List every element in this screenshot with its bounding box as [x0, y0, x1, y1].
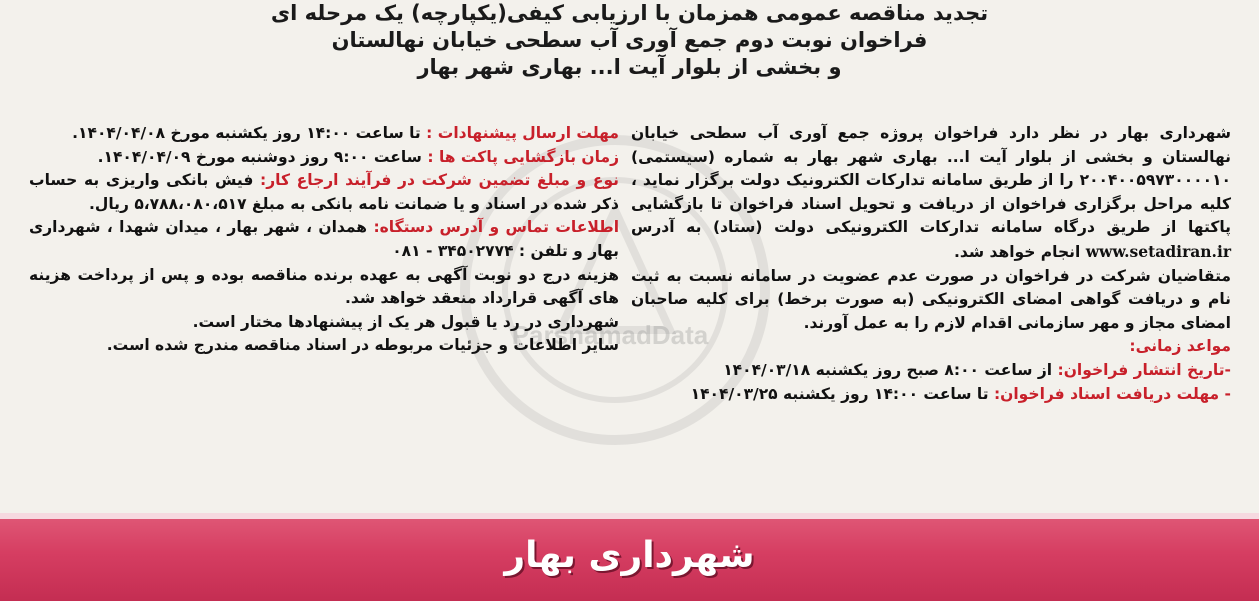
publish-date-value: از ساعت ۸:۰۰ صبح روز یکشنبه ۱۴۰۴/۰۳/۱۸: [723, 360, 1053, 379]
contact-value: همدان ، شهر بهار ، میدان شهدا ، شهرداری بهار و تلفن : ۳۴۵۰۲۷۷۴ - ۰۸۱: [29, 218, 619, 260]
contact-row: [29, 216, 619, 263]
title-line-1: تجدید مناقصه عمومی همزمان با ارزیابی کیفی(یکپارچه) یک مرحله ای: [270, 1, 989, 25]
right-column: [631, 122, 1231, 406]
intro-end: انجام خواهد شد.: [954, 242, 1081, 261]
notice-title: [0, 0, 1259, 104]
intro-paragraph: [631, 122, 1231, 265]
receive-deadline-label: - مهلت دریافت اسناد فراخوان:: [993, 384, 1231, 403]
receive-deadline-value: تا ساعت ۱۴:۰۰ روز یکشنبه ۱۴۰۴/۰۳/۲۵: [690, 384, 989, 403]
footer-stripe: [0, 513, 1259, 519]
publish-date-label: -تاریخ انتشار فراخوان:: [1057, 360, 1231, 379]
submission-deadline-value: تا ساعت ۱۴:۰۰ روز یکشنبه مورخ ۱۴۰۴/۰۴/۰۸.: [72, 124, 421, 142]
guarantee-row: [29, 169, 619, 216]
contact-label: اطلاعات تماس و آدرس دستگاه:: [373, 218, 620, 237]
opening-time-label: زمان بازگشایی پاکت ها :: [427, 147, 619, 166]
footer-municipality-name: شهرداری بهار: [504, 535, 755, 576]
opening-time-value: ساعت ۹:۰۰ روز دوشنبه مورخ ۱۴۰۴/۰۴/۰۹.: [97, 147, 422, 166]
receive-deadline-row: [631, 383, 1231, 407]
registration-paragraph: متقاضیان شرکت در فراخوان در صورت عدم عضویت در سامانه نسبت به ثبت نام و دریافت گواهی امضای الکترونیکی (به صورت برخط) برای کلیه صاحبان امضای مجاز و مهر سازمانی اقدام لازم را به عمل آورند.: [631, 266, 1231, 332]
ad-cost-note: هزینه درج دو نوبت آگهی به عهده برنده مناقصه بوده و پس از پرداخت هزینه های آگهی قرارداد منعقد خواهد شد.: [29, 265, 619, 308]
schedule-heading: مواعد زمانی:: [1129, 337, 1231, 356]
opening-time-row: [29, 146, 619, 170]
title-line-2: فراخوان نوبت دوم جمع آوری آب سطحی خیابان نهالستان: [331, 28, 928, 52]
left-column: [29, 122, 619, 358]
guarantee-value: فیش بانکی واریزی به حساب ذکر شده در اسناد و یا ضمانت نامه بانکی به مبلغ ۵،۷۸۸،۰۸۰،۵۱۷ ریال.: [29, 171, 619, 213]
watermark-text: ParsnamadData: [511, 320, 709, 350]
other-info-note: سایر اطلاعات و جزئیات مربوطه در اسناد مناقصه مندرج شده است.: [106, 336, 619, 355]
submission-deadline-label: مهلت ارسال پیشنهادات :: [426, 124, 619, 142]
footer-banner: [0, 513, 1259, 601]
publish-date-row: [631, 359, 1231, 383]
title-line-3: و بخشی از بلوار آیت ا... بهاری شهر بهار: [417, 55, 842, 79]
website-link[interactable]: www.setadiran.ir: [1085, 241, 1231, 261]
intro-text: شهرداری بهار در نظر دارد فراخوان پروژه جمع آوری آب سطحی خیابان نهالستان و بخشی از بلوار آیت ا... بهاری شهر بهار به شماره (سیستمی) ۲۰۰۴۰۰۵۹۷۳۰۰۰۰۱۰ را از طریق سامانه تدارکات الکترونیک دولت برگزار نماید ، کلیه مراحل برگزاری فراخوان از دریافت و تحویل اسناد فراخوان تا بازگشایی پاکتها از طریق درگاه سامانه تدارکات الکترونیکی دولت (ستاد) به آدرس: [631, 124, 1231, 237]
submission-deadline-row: [29, 122, 619, 146]
accept-reject-note: شهرداری در رد یا قبول هر یک از پیشنهادها مختار است.: [192, 312, 619, 331]
guarantee-label: نوع و مبلغ تضمین شرکت در فرآیند ارجاع کار:: [260, 171, 619, 190]
